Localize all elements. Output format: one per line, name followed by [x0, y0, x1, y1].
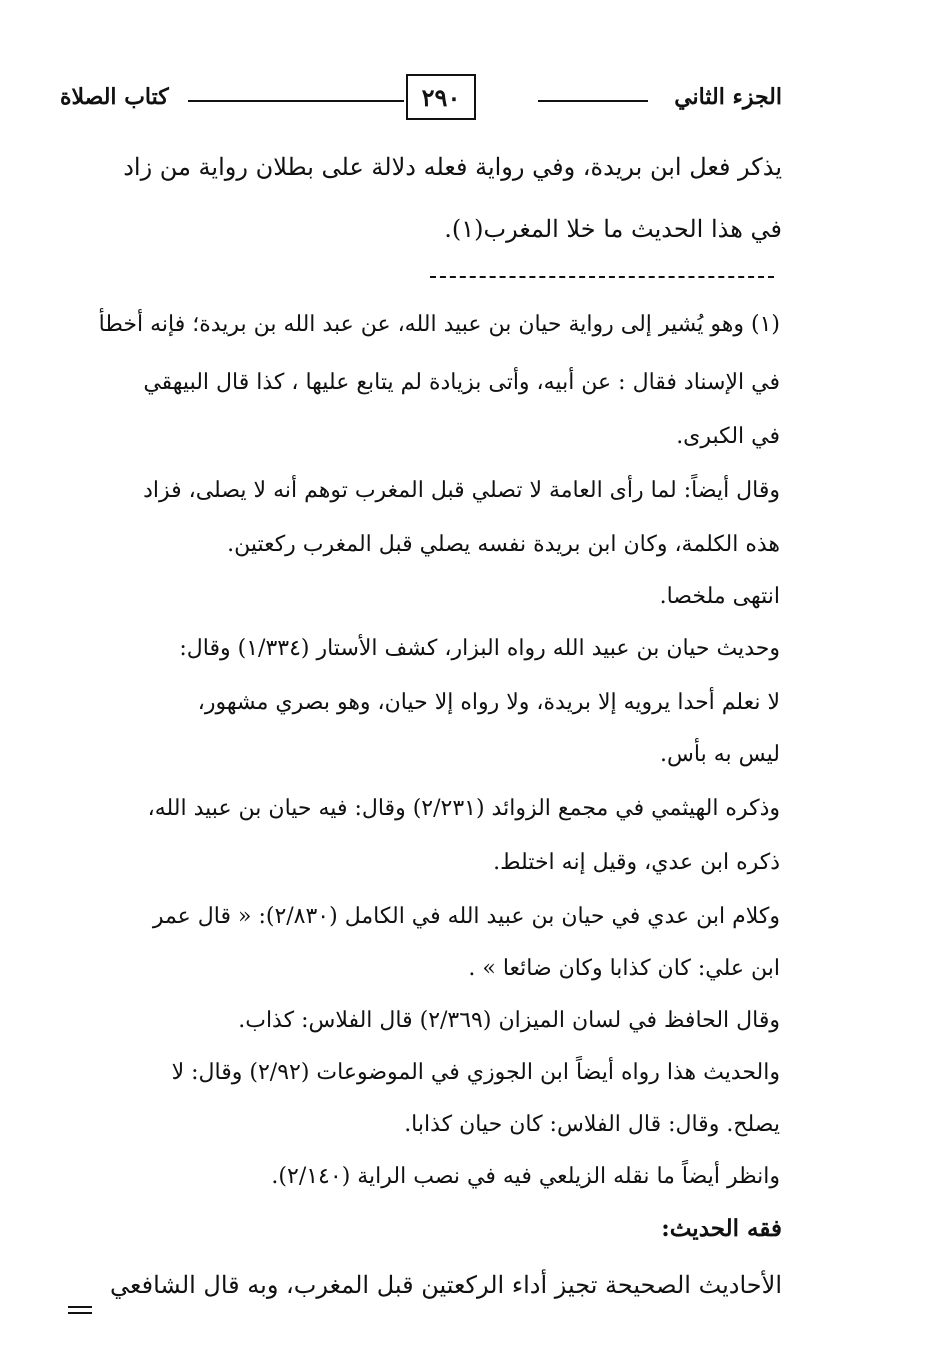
continuation-mark	[68, 1306, 92, 1314]
page-header	[60, 74, 782, 126]
footnote-line: (١) وهو يُشير إلى رواية حيان بن عبيد الله، عن عبد الله بن بريدة؛ فإنه أخطأ	[98, 312, 780, 337]
footnote-line: انتهى ملخصا.	[659, 584, 780, 609]
body-line: يذكر فعل ابن بريدة، وفي رواية فعله دلالة على بطلان رواية من زاد	[123, 153, 782, 181]
footnote-separator	[430, 276, 774, 278]
section-heading: فقه الحديث:	[661, 1215, 782, 1242]
footnote-line: في الإسناد فقال : عن أبيه، وأتى بزيادة لم يتابع عليها ، كذا قال البيهقي	[143, 370, 780, 395]
footnote-line: في الكبرى.	[676, 424, 780, 449]
book-title: كتاب الصلاة	[60, 84, 169, 110]
footnote-line: ذكره ابن عدي، وقيل إنه اختلط.	[493, 850, 780, 875]
page-number: ٢٩٠	[406, 74, 476, 120]
footnote-line: وقال الحافظ في لسان الميزان (٢/٣٦٩) قال الفلاس: كذاب.	[238, 1008, 780, 1033]
footnote-line: والحديث هذا رواه أيضاً ابن الجوزي في الموضوعات (٢/٩٢) وقال: لا	[171, 1060, 780, 1085]
body-line: في هذا الحديث ما خلا المغرب(١).	[444, 215, 782, 243]
footnote-line: ابن علي: كان كذابا وكان ضائعا » .	[468, 956, 780, 981]
footnote-line: وحديث حيان بن عبيد الله رواه البزار، كشف الأستار (١/٣٣٤) وقال:	[179, 636, 780, 661]
footnote-line: وانظر أيضاً ما نقله الزيلعي فيه في نصب الراية (٢/١٤٠).	[271, 1164, 780, 1189]
footnote-line: وقال أيضاً: لما رأى العامة لا تصلي قبل المغرب توهم أنه لا يصلى، فزاد	[143, 478, 780, 503]
footnote-line: يصلح. وقال: قال الفلاس: كان حيان كذابا.	[404, 1112, 780, 1137]
footnote-line: وذكره الهيثمي في مجمع الزوائد (٢/٢٣١) وقال: فيه حيان بن عبيد الله،	[147, 796, 780, 821]
body-line: الأحاديث الصحيحة تجيز أداء الركعتين قبل المغرب، وبه قال الشافعي	[110, 1271, 782, 1299]
footnote-line: لا نعلم أحدا يرويه إلا بريدة، ولا رواه إلا حيان، وهو بصري مشهور،	[197, 690, 780, 715]
footnote-line: ليس به بأس.	[660, 742, 780, 767]
volume-title: الجزء الثاني	[674, 84, 782, 110]
footnote-line: هذه الكلمة، وكان ابن بريدة نفسه يصلي قبل المغرب ركعتين.	[227, 532, 780, 557]
footnote-line: وكلام ابن عدي في حيان بن عبيد الله في الكامل (٢/٨٣٠): « قال عمر	[152, 904, 780, 929]
header-rule-left	[188, 100, 404, 102]
header-rule-right	[538, 100, 648, 102]
